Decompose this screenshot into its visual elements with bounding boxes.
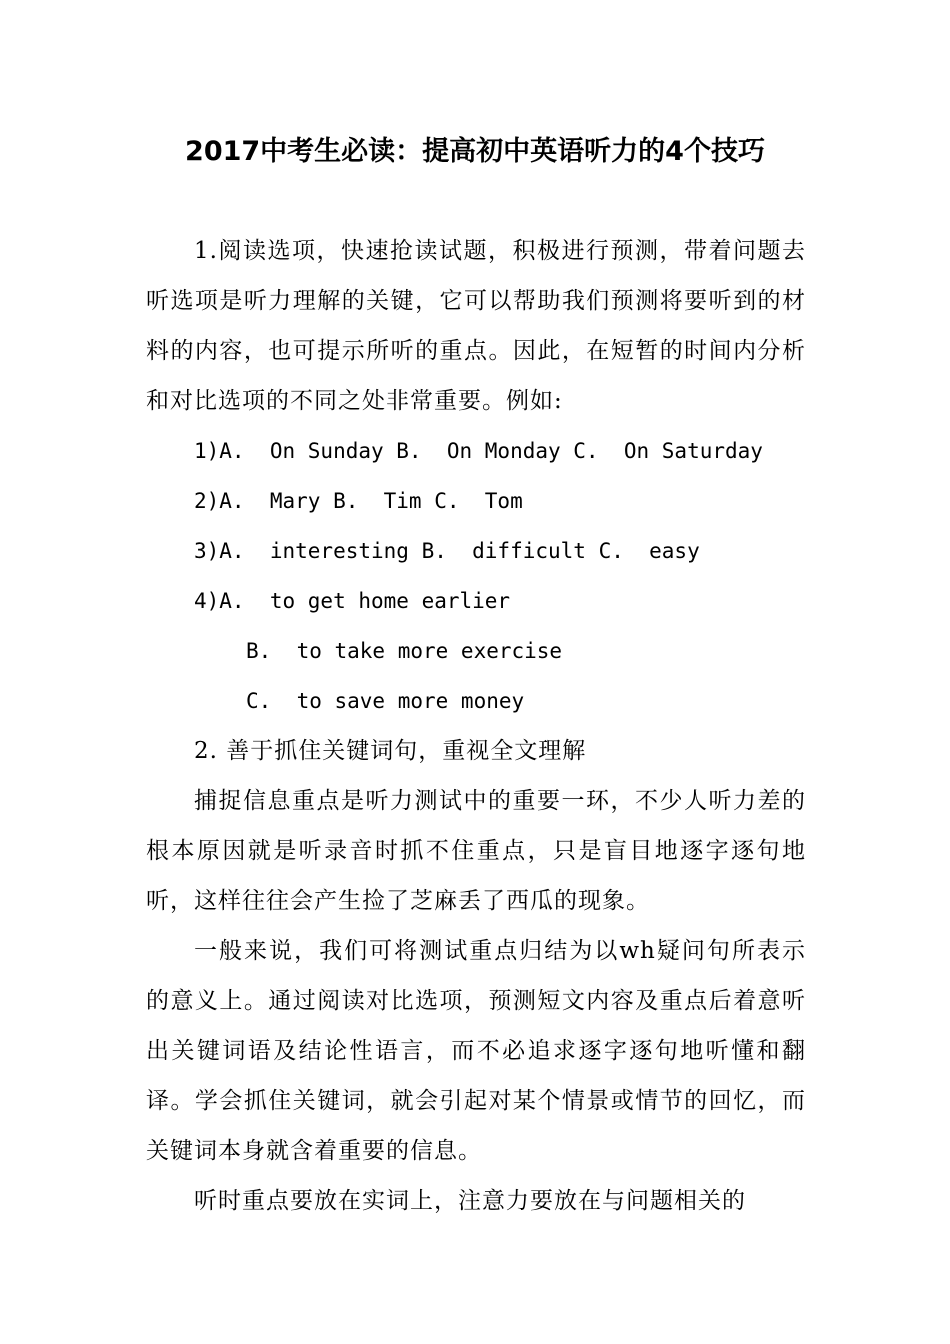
option-line-3: 3)A. interesting B. difficult C. easy: [194, 539, 700, 563]
section2-paragraph-2: 一般来说，我们可将测试重点归结为以wh疑问句所表示的意义上。通过阅读对比选项，预测短文内容及重点后着意听出关键词语及结论性语言，而不必追求逐字逐句地听懂和翻译。学会抓住关键词，就会引起对某个情景或情节的回忆，而关键词本身就含着重要的信息。: [146, 938, 806, 1164]
option-line-1: 1)A. On Sunday B. On Monday C. On Saturday: [194, 439, 763, 463]
document-title: 2017中考生必读：提高初中英语听力的4个技巧: [185, 136, 765, 167]
option-line-4: 4)A. to get home earlier: [194, 589, 511, 613]
section2-paragraph-1: 捕捉信息重点是听力测试中的重要一环，不少人听力差的根本原因就是听录音时抓不住重点，只是盲目地逐字逐句地听，这样往往会产生捡了芝麻丢了西瓜的现象。: [146, 788, 806, 914]
option-line-2: 2)A. Mary B. Tim C. Tom: [194, 489, 523, 513]
section1-paragraph: 1.阅读选项，快速抢读试题，积极进行预测，带着问题去听选项是听力理解的关键，它可以帮助我们预测将要听到的材料的内容，也可提示所听的重点。因此，在短暂的时间内分析和对比选项的不同之处非常重要。例如:: [146, 238, 806, 414]
option-line-4c: C. to save more money: [246, 689, 525, 713]
section2-paragraph-3: 听时重点要放在实词上，注意力要放在与问题相关的: [194, 1188, 746, 1214]
option-line-4b: B. to take more exercise: [246, 639, 563, 663]
section2-heading: 2. 善于抓住关键词句，重视全文理解: [194, 738, 587, 764]
document-body: [146, 226, 806, 1226]
